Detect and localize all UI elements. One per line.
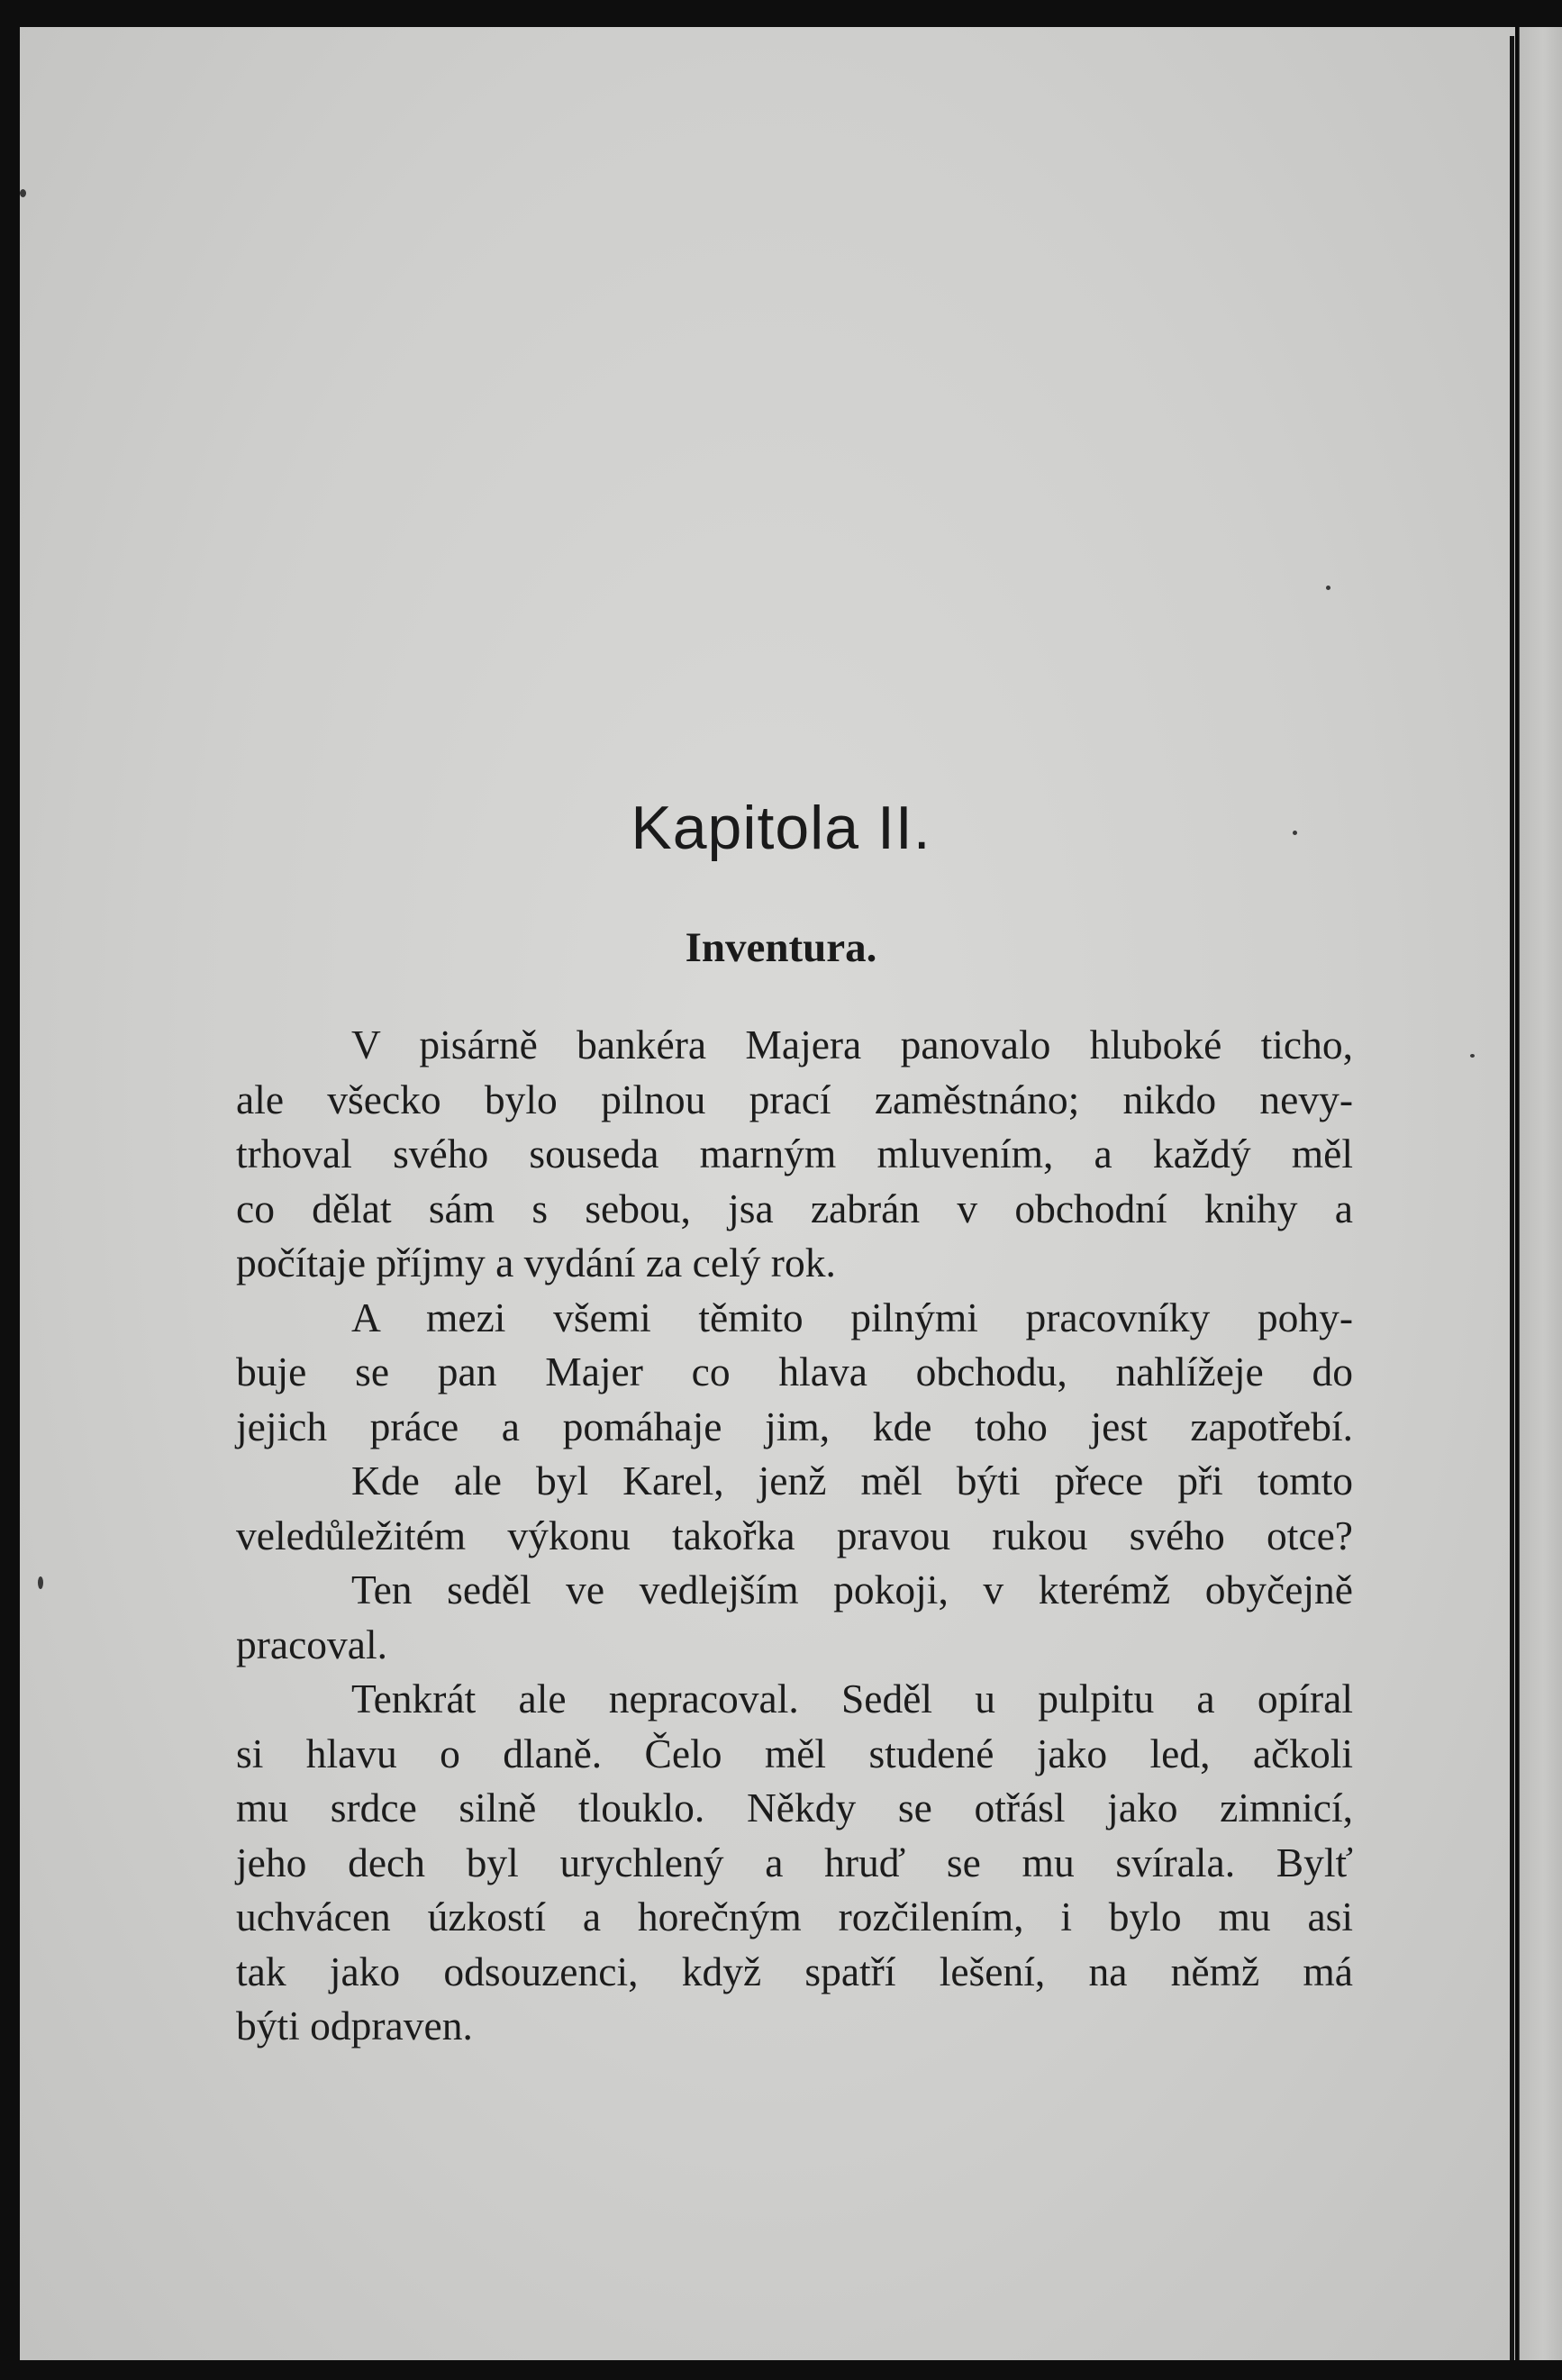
text-line: co dělat sám s sebou, jsa zabrán v obchodní knihy a xyxy=(236,1185,1353,1231)
text-line: jejich práce a pomáhaje jim, kde toho jest zapotřebí. xyxy=(236,1403,1353,1449)
text-line: mu srdce silně tlouklo. Někdy se otřásl jako zimnicí, xyxy=(236,1785,1353,1830)
text-line: V pisárně bankéra Majera panovalo hluboké ticho, xyxy=(351,1022,1353,1067)
text-line: počítaje příjmy a vydání za celý rok. xyxy=(236,1240,836,1285)
text-line: tak jako odsouzenci, když spatří lešení, na němž má xyxy=(236,1948,1353,1994)
text-line: uchvácen úzkostí a horečným rozčilením, i bylo mu asi xyxy=(236,1894,1353,1939)
chapter-heading: Kapitola II. xyxy=(631,794,931,862)
chapter-subheading: Inventura. xyxy=(685,924,877,971)
text-line: ale všecko bylo pilnou prací zaměstnáno; nikdo nevy- xyxy=(236,1076,1353,1122)
ink-speck xyxy=(20,189,26,197)
text-line: pracoval. xyxy=(236,1621,388,1667)
text-line: trhoval svého souseda marným mluvením, a každý měl xyxy=(236,1131,1353,1176)
text-line: si hlavu o dlaně. Čelo měl studené jako led, ačkoli xyxy=(236,1730,1353,1776)
facing-page-edge xyxy=(1515,27,1562,2360)
text-line: Kde ale byl Karel, jenž měl býti přece při tomto xyxy=(351,1458,1353,1503)
text-line: veledůležitém výkonu takořka pravou rukou svého otce? xyxy=(236,1512,1353,1558)
text-line: jeho dech byl urychlený a hruď se mu svírala. Bylť xyxy=(236,1839,1353,1885)
ink-speck xyxy=(1326,586,1330,590)
ink-speck xyxy=(38,1576,43,1589)
ink-speck xyxy=(1470,1054,1475,1058)
chapter-body-text xyxy=(236,1018,1353,2054)
page-gutter xyxy=(1510,36,1514,2360)
text-line: býti odpraven. xyxy=(236,2003,473,2048)
text-line: buje se pan Majer co hlava obchodu, nahlížeje do xyxy=(236,1349,1353,1394)
text-line: Tenkrát ale nepracoval. Seděl u pulpitu a opíral xyxy=(351,1676,1353,1721)
text-line: A mezi všemi těmito pilnými pracovníky pohy- xyxy=(351,1294,1353,1340)
text-line: Ten seděl ve vedlejším pokoji, v kterémž obyčejně xyxy=(351,1567,1353,1612)
